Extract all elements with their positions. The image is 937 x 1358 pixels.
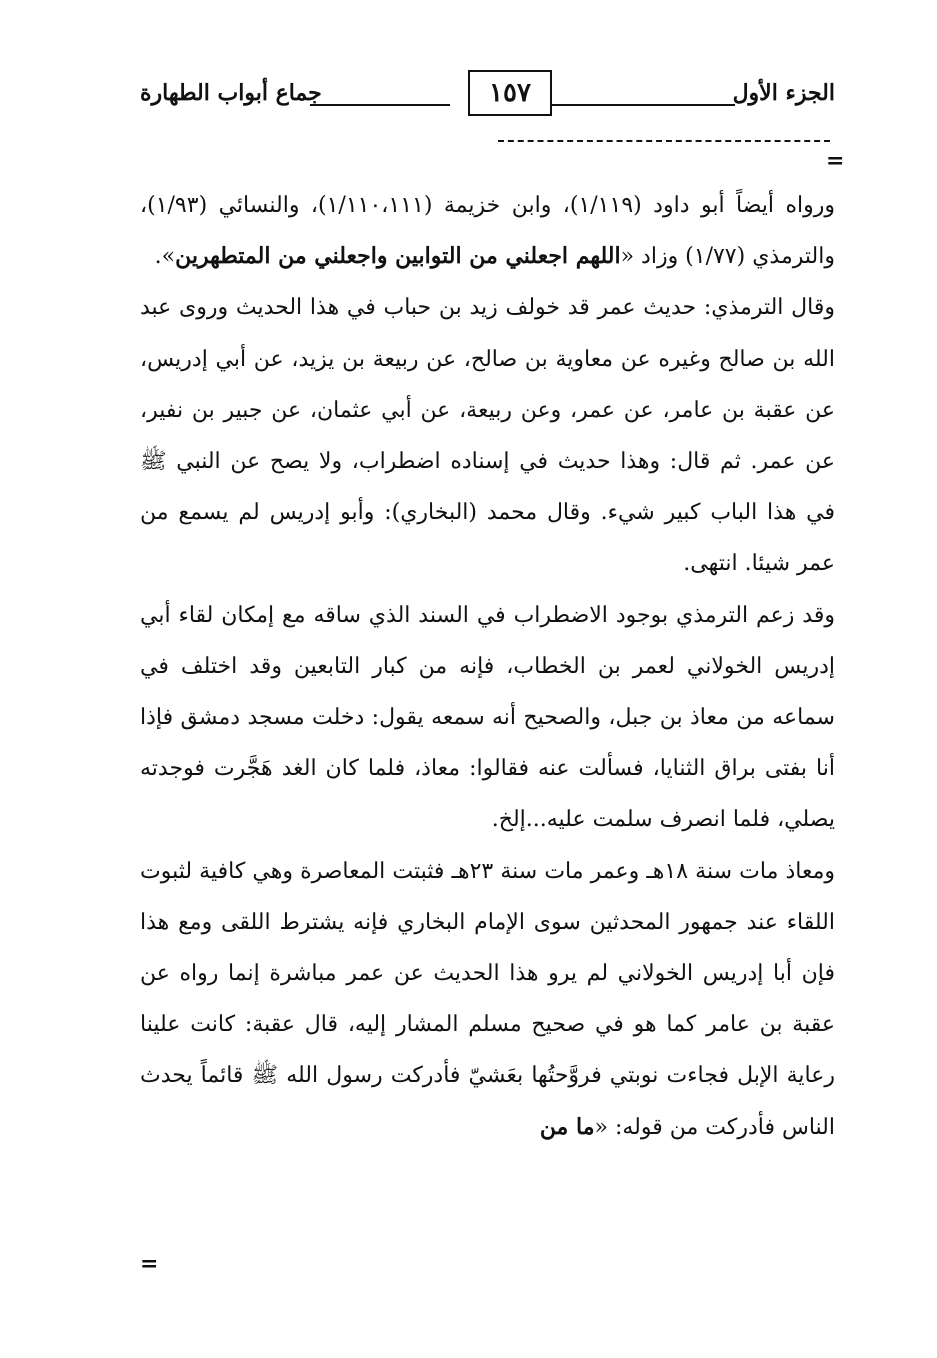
paragraph-1-text: ورواه أيضاً أبو داود (١/١١٩)، وابن خزيمة (١/١١٠،١١١)، والنسائي (١/٩٣)، والترمذي (١/٧٧) وزاد « xyxy=(140,193,835,270)
volume-title: الجزء الأول xyxy=(732,80,835,106)
paragraph-2: وقال الترمذي: حديث عمر قد خولف زيد بن حباب في هذا الحديث وروى عبد الله بن صالح وغيره عن معاوية بن صالح، عن ربيعة بن يزيد، عن أبي إدريس، عن عقبة بن عامر، عن عمر، وعن ربيعة، عن أبي عثمان، عن جبير بن نفير، عن عمر. ثم قال: وهذا حديث في إسناده اضطراب، ولا يصح عن النبي ﷺ في هذا الباب كبير شيء. وقال محمد (البخاري): وأبو إدريس لم يسمع من عمر شيئا. انتهى. xyxy=(140,295,835,577)
header-rule-right xyxy=(525,104,735,106)
chapter-title: جماع أبواب الطهارة xyxy=(140,80,322,106)
paragraph-1-end: ». xyxy=(154,244,176,270)
paragraph-4-quote: ما من xyxy=(539,1113,595,1140)
page-header xyxy=(140,70,835,122)
paragraph-4 xyxy=(140,846,835,1153)
header-rule-left xyxy=(310,104,450,106)
footnote-separator xyxy=(498,140,830,142)
paragraph-4-text: ومعاذ مات سنة ١٨هـ وعمر مات سنة ٢٣هـ فثبتت المعاصرة وهي كافية لثبوت اللقاء عند جمهور المحدثين سوى الإمام البخاري فإنه يشترط اللقى ومع هذا فإن أبا إدريس الخولاني لم يرو هذا الحديث عن عمر مباشرة إنما رواه عن عقبة بن عامر كما هو في صحيح مسلم المشار إليه، قال عقبة: كانت علينا رعاية الإبل فجاءت نوبتي فروَّحتُها بعَشيّ فأدركت رسول الله ﷺ قائماً يحدث الناس فأدركت من قوله: « xyxy=(140,858,835,1140)
paragraph-1-quote: اللهم اجعلني من التوابين واجعلني من المتطهرين xyxy=(175,243,621,270)
continuation-mark-bottom: = xyxy=(140,1251,159,1277)
paragraph-1 xyxy=(140,180,835,282)
paragraph-3: وقد زعم الترمذي بوجود الاضطراب في السند الذي ساقه مع إمكان لقاء أبي إدريس الخولاني لعمر بن الخطاب، فإنه من كبار التابعين وقد اختلف في سماعه من معاذ بن جبل، والصحيح أنه سمعه يقول: دخلت مسجد دمشق فإذا أنا بفتى براق الثنايا، فسألت عنه فقالوا: معاذ، فلما كان الغد هَجَّرت فوجدته يصلي، فلما انصرف سلمت عليه...إلخ. xyxy=(140,602,835,833)
footnote-text xyxy=(140,180,835,1153)
continuation-mark-top: = xyxy=(826,148,845,174)
page-number: ١٥٧ xyxy=(468,70,552,116)
